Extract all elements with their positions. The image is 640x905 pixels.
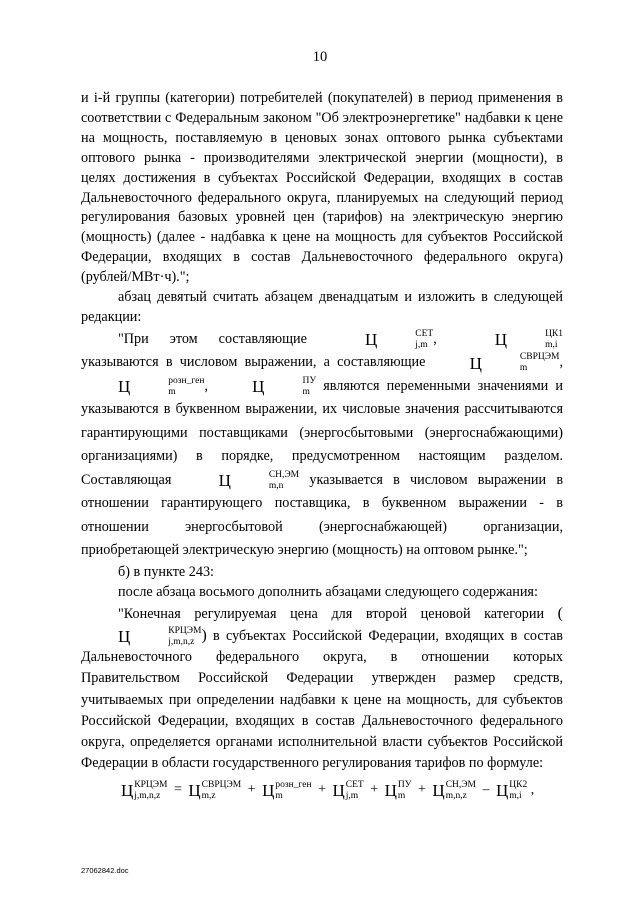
components-text-2: указываются в числовом выражении, а составляющие [81,354,426,371]
paragraph-punkt-243: б) в пункте 243: [118,563,214,580]
formula-minus: – [482,782,490,798]
formula-term-sn-em: Ц СН,ЭМ m,n,z [432,779,476,801]
paragraph-abzats-devyatyi: абзац девятый считать абзацем двенадцатым и изложить в следующей редакции: [81,289,563,325]
components-text-3: являются переменными значениями и указываются в буквенном выражении, их числовые значения рассчитываются гарантирующими поставщиками (энергосбытовыми (энергоснабжающими) организациями) в порядке, предусмотренном настоящим разделом. Составляющая [81,377,564,488]
components-text-4: указывается в числовом выражении в отношении гарантирующего поставщика, в буквенном выражении - в отношении энергосбытовой (энергоснабжающей) организации, приобретающей электрическую энергию (мощность) на оптовом рынке."; [81,471,564,559]
formula-lhs: Ц КРЦЭМ j,m,n,z [121,779,168,801]
formula-term-rozn-gen: Ц розн_ген m [262,779,312,801]
formula-equals: = [173,782,182,798]
formula-plus: + [318,782,326,798]
symbol-ts-svrtsem: Ц СВРЦЭМ m [469,352,560,374]
formula-plus: + [370,782,379,798]
components-text-1: "При этом составляющие [118,330,307,347]
page-number: 10 [312,49,328,65]
formula-term-svrtsem: Ц СВРЦЭМ m,z [188,779,242,801]
paragraph-posle-abzatsa: после абзаца восьмого дополнить абзацами следующего содержания: [118,583,538,600]
final-price-text-2: в субъектах Российской Федерации, входящих в состав Дальневосточного федерального округа, в отношении которых Правительством Российской Федерации утвержден размер средств, учитываемых при определении надбавки к цене на мощность, для субъектов Российской Федерации, входящих в состав Дальневосточного федерального округа, определяется органами исполнительной власти субъектов Российской Федерации в области государственного регулирования тарифов по формуле: [81,627,563,772]
final-price-text-1: "Конечная регулируемая цена для второй ценовой категории [118,605,545,622]
formula-plus: + [247,782,256,798]
formula-term-pu: Ц ПУ m [384,779,412,801]
symbol-ts-set: Ц СЕТ j,m [364,328,434,350]
paragraph-final-price: "Конечная регулируемая цена для второй ценовой категории (Ц КРЦЭМ j,m,n,z ) в субъектах Российской Федерации, входящих в состав Дальневосточного федерального округа, в отношении которых Правительством Российской Федерации утвержден размер средств, учитываемых при определении надбавки к цене на мощность, для субъектов Российской Федерации, входящих в состав Дальневосточного федерального округа, определяется органами исполнительной власти субъектов Российской Федерации в области государственного регулирования тарифов по формуле: [81,604,563,772]
symbol-ts-sn-em: Ц СН,ЭМ m,n [218,469,300,491]
paragraph-continuation: и i-й группы (категории) потребителей (покупателей) в период применения в соответствии с Федеральным законом "Об электроэнергетике" надбавки к цене на мощность, поставляемую в ценовых зонах оптового рынка субъектами оптового рынка - производителями электрической энергии (мощности), в целях достижения в субъектах Российской Федерации, входящих в состав Дальневосточного федерального округа, планируемых на следующий период регулирования базовых уровней цен (тарифов) на электрическую энергию (мощность) (далее - надбавка к цене на мощность для субъектов Российской Федерации, входящих в состав Дальневосточного федерального округа) (рублей/МВт·ч)."; [81,90,563,286]
symbol-ts-krtsem: Ц КРЦЭМ j,m,n,z [118,625,202,647]
symbol-ts-tsk1: Ц ЦК1 m,i [494,328,564,350]
footer-file-name: 27062842.doc [81,866,129,875]
document-body [81,89,563,774]
paragraph-components: "При этом составляющие Ц СЕТ j,m , Ц ЦК1 m,i указываются в числовом выражении, а составляющие Ц СВРЦЭМ m , Ц розн_ген m , Ц ПУ m являются переменными значениями и указываются в буквенном выражении, их числовые значения рассчитываются гарантирующими поставщиками (энергосбытовыми (энергоснабжающими) организациями) в порядке, предусмотренном настоящим разделом. Составляющая Ц СН,ЭМ m,n указывается в числовом выражении в отношении гарантирующего поставщика, в буквенном выражении - в отношении энергосбытовой (энергоснабжающей) организации, приобретающей электрическую энергию (мощность) на оптовом рынке."; [81,328,564,559]
symbol-ts-rozn-gen: Ц розн_ген m [118,375,205,397]
formula-term-tsk2: Ц ЦК2 m,i [495,779,528,801]
formula-term-set: Ц СЕТ j,m [332,779,364,801]
symbol-ts-pu: Ц ПУ m [252,375,317,397]
formula [121,780,541,801]
formula-end-comma: , [530,782,535,798]
formula-plus: + [418,782,426,798]
